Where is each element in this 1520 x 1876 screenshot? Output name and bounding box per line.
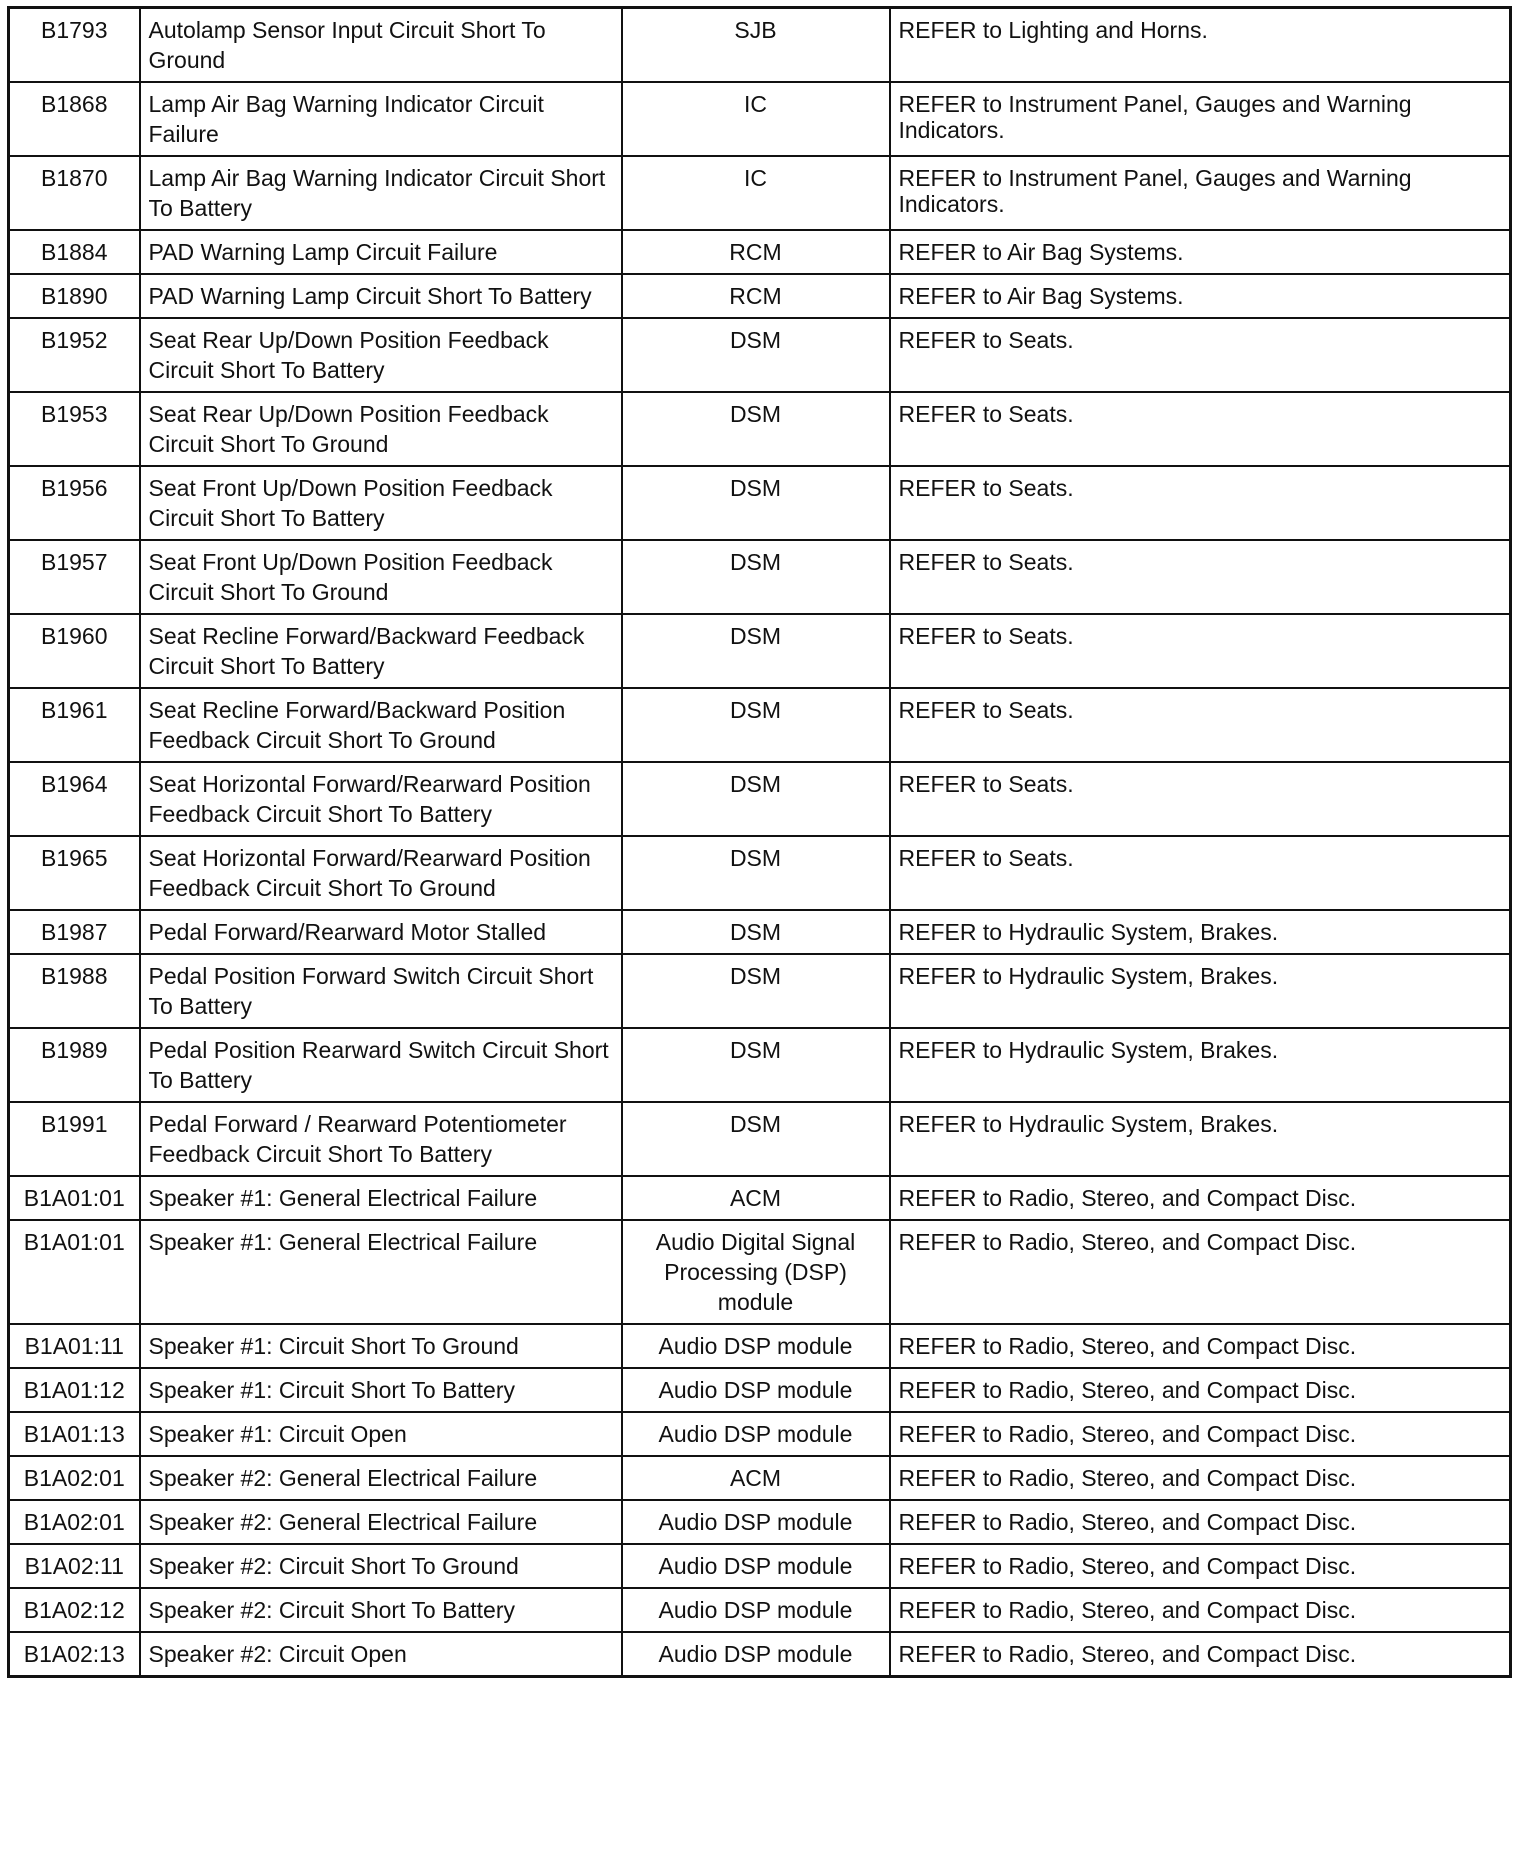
dtc-code: B1965 — [9, 836, 140, 910]
dtc-code: B1991 — [9, 1102, 140, 1176]
dtc-action-text: REFER to Hydraulic System, Brakes. — [898, 963, 1279, 989]
dtc-code: B1870 — [9, 156, 140, 230]
dtc-code: B1884 — [9, 230, 140, 274]
dtc-module: ACM — [622, 1456, 890, 1500]
dtc-description: Speaker #2: Circuit Open — [140, 1632, 622, 1677]
dtc-action — [890, 910, 1511, 954]
dtc-action-text: REFER to Radio, Stereo, and Compact Disc. — [898, 1333, 1357, 1359]
dtc-description: PAD Warning Lamp Circuit Failure — [140, 230, 622, 274]
table-row — [9, 1102, 1511, 1176]
dtc-description: Seat Front Up/Down Position Feedback Circuit Short To Ground — [140, 540, 622, 614]
dtc-description: Pedal Forward/Rearward Motor Stalled — [140, 910, 622, 954]
table-row — [9, 156, 1511, 230]
dtc-action-text: REFER to Hydraulic System, Brakes. — [898, 1111, 1279, 1137]
dtc-action-text: REFER to Radio, Stereo, and Compact Disc. — [898, 1597, 1357, 1623]
dtc-action — [890, 954, 1511, 1028]
dtc-action — [890, 1632, 1511, 1677]
table-row — [9, 836, 1511, 910]
dtc-action-text: REFER to Radio, Stereo, and Compact Disc. — [898, 1509, 1357, 1535]
dtc-action-text: REFER to Seats. — [898, 401, 1074, 427]
dtc-description: Lamp Air Bag Warning Indicator Circuit Failure — [140, 82, 622, 156]
dtc-code: B1A01:12 — [9, 1368, 140, 1412]
dtc-description: Speaker #2: Circuit Short To Battery — [140, 1588, 622, 1632]
dtc-action-text: REFER to Seats. — [898, 697, 1074, 723]
dtc-module: Audio DSP module — [622, 1544, 890, 1588]
dtc-action — [890, 836, 1511, 910]
dtc-code: B1868 — [9, 82, 140, 156]
table-row — [9, 1632, 1511, 1677]
dtc-code: B1961 — [9, 688, 140, 762]
dtc-code: B1952 — [9, 318, 140, 392]
dtc-action — [890, 1028, 1511, 1102]
dtc-description: Speaker #1: General Electrical Failure — [140, 1176, 622, 1220]
dtc-action-text: REFER to Seats. — [898, 771, 1074, 797]
dtc-description: Speaker #2: General Electrical Failure — [140, 1500, 622, 1544]
dtc-code: B1A02:01 — [9, 1456, 140, 1500]
dtc-action — [890, 230, 1511, 274]
dtc-action — [890, 1324, 1511, 1368]
dtc-code: B1A01:01 — [9, 1220, 140, 1324]
dtc-action — [890, 82, 1511, 156]
dtc-action-text: REFER to Radio, Stereo, and Compact Disc. — [898, 1377, 1357, 1403]
dtc-code: B1956 — [9, 466, 140, 540]
dtc-description: Pedal Position Forward Switch Circuit Short To Battery — [140, 954, 622, 1028]
dtc-description: Autolamp Sensor Input Circuit Short To Ground — [140, 8, 622, 83]
dtc-description: Speaker #1: Circuit Open — [140, 1412, 622, 1456]
dtc-action-text: REFER to Radio, Stereo, and Compact Disc. — [898, 1553, 1357, 1579]
table-row — [9, 1220, 1511, 1324]
dtc-module: DSM — [622, 1102, 890, 1176]
table-row — [9, 688, 1511, 762]
dtc-code: B1A01:01 — [9, 1176, 140, 1220]
dtc-module: Audio DSP module — [622, 1500, 890, 1544]
dtc-module: Audio DSP module — [622, 1632, 890, 1677]
dtc-table — [7, 6, 1512, 1678]
dtc-module: ACM — [622, 1176, 890, 1220]
table-row — [9, 1456, 1511, 1500]
dtc-code: B1957 — [9, 540, 140, 614]
dtc-module: RCM — [622, 274, 890, 318]
table-row — [9, 614, 1511, 688]
dtc-module: DSM — [622, 762, 890, 836]
dtc-action — [890, 466, 1511, 540]
dtc-code: B1A01:11 — [9, 1324, 140, 1368]
dtc-action — [890, 1500, 1511, 1544]
table-row — [9, 1368, 1511, 1412]
dtc-action — [890, 1176, 1511, 1220]
dtc-module: DSM — [622, 836, 890, 910]
dtc-document — [7, 6, 1509, 1678]
dtc-description: Speaker #2: Circuit Short To Ground — [140, 1544, 622, 1588]
dtc-module: DSM — [622, 466, 890, 540]
dtc-module: SJB — [622, 8, 890, 83]
dtc-module: Audio Digital Signal Processing (DSP) module — [622, 1220, 890, 1324]
dtc-module: Audio DSP module — [622, 1412, 890, 1456]
table-row — [9, 274, 1511, 318]
dtc-action-text: REFER to Lighting and Horns. — [898, 17, 1208, 43]
dtc-description: Speaker #1: General Electrical Failure — [140, 1220, 622, 1324]
table-row — [9, 762, 1511, 836]
table-row — [9, 1544, 1511, 1588]
dtc-action-text: REFER to Hydraulic System, Brakes. — [898, 1037, 1279, 1063]
dtc-description: Seat Recline Forward/Backward Position Feedback Circuit Short To Ground — [140, 688, 622, 762]
dtc-module: IC — [622, 156, 890, 230]
dtc-module: DSM — [622, 392, 890, 466]
dtc-description: Seat Front Up/Down Position Feedback Circuit Short To Battery — [140, 466, 622, 540]
dtc-module: Audio DSP module — [622, 1324, 890, 1368]
dtc-module: DSM — [622, 614, 890, 688]
table-row — [9, 466, 1511, 540]
dtc-code: B1960 — [9, 614, 140, 688]
dtc-action — [890, 156, 1511, 230]
dtc-description: Seat Rear Up/Down Position Feedback Circuit Short To Ground — [140, 392, 622, 466]
dtc-description: Pedal Position Rearward Switch Circuit Short To Battery — [140, 1028, 622, 1102]
table-row — [9, 1324, 1511, 1368]
dtc-description: Speaker #2: General Electrical Failure — [140, 1456, 622, 1500]
dtc-action — [890, 762, 1511, 836]
table-row — [9, 540, 1511, 614]
dtc-module: Audio DSP module — [622, 1588, 890, 1632]
dtc-action-text: REFER to Seats. — [898, 845, 1074, 871]
dtc-code: B1988 — [9, 954, 140, 1028]
dtc-action-text: REFER to Seats. — [898, 623, 1074, 649]
dtc-module: DSM — [622, 688, 890, 762]
dtc-code: B1953 — [9, 392, 140, 466]
dtc-action-text: REFER to Seats. — [898, 549, 1074, 575]
dtc-description: Seat Rear Up/Down Position Feedback Circuit Short To Battery — [140, 318, 622, 392]
dtc-code: B1A02:11 — [9, 1544, 140, 1588]
dtc-action-text: REFER to Seats. — [898, 327, 1074, 353]
dtc-action — [890, 318, 1511, 392]
dtc-code: B1A02:13 — [9, 1632, 140, 1677]
dtc-action — [890, 688, 1511, 762]
dtc-description: Speaker #1: Circuit Short To Ground — [140, 1324, 622, 1368]
dtc-action-text: REFER to Radio, Stereo, and Compact Disc. — [898, 1185, 1357, 1211]
dtc-code: B1989 — [9, 1028, 140, 1102]
dtc-action — [890, 1220, 1511, 1324]
dtc-action-text: REFER to Radio, Stereo, and Compact Disc. — [898, 1229, 1357, 1255]
dtc-action-text: REFER to Hydraulic System, Brakes. — [898, 919, 1279, 945]
dtc-module: Audio DSP module — [622, 1368, 890, 1412]
dtc-description: PAD Warning Lamp Circuit Short To Battery — [140, 274, 622, 318]
dtc-description: Seat Horizontal Forward/Rearward Position Feedback Circuit Short To Battery — [140, 762, 622, 836]
table-row — [9, 82, 1511, 156]
table-row — [9, 1500, 1511, 1544]
table-row — [9, 1028, 1511, 1102]
dtc-code: B1793 — [9, 8, 140, 83]
dtc-action — [890, 274, 1511, 318]
dtc-action — [890, 1102, 1511, 1176]
dtc-description: Seat Horizontal Forward/Rearward Position Feedback Circuit Short To Ground — [140, 836, 622, 910]
dtc-action — [890, 1588, 1511, 1632]
dtc-action-text: REFER to Air Bag Systems. — [898, 239, 1184, 265]
dtc-module: DSM — [622, 540, 890, 614]
dtc-code: B1964 — [9, 762, 140, 836]
dtc-table-body — [9, 8, 1511, 1677]
table-row — [9, 8, 1511, 83]
dtc-action-text: REFER to Radio, Stereo, and Compact Disc. — [898, 1421, 1357, 1447]
dtc-description: Speaker #1: Circuit Short To Battery — [140, 1368, 622, 1412]
dtc-action-text: REFER to Instrument Panel, Gauges and Warning Indicators. — [898, 91, 1412, 143]
table-row — [9, 392, 1511, 466]
table-row — [9, 910, 1511, 954]
dtc-code: B1890 — [9, 274, 140, 318]
dtc-code: B1A01:13 — [9, 1412, 140, 1456]
dtc-module: RCM — [622, 230, 890, 274]
dtc-action — [890, 540, 1511, 614]
dtc-action — [890, 614, 1511, 688]
dtc-action — [890, 1412, 1511, 1456]
dtc-action-text: REFER to Air Bag Systems. — [898, 283, 1184, 309]
dtc-action — [890, 8, 1511, 83]
dtc-code: B1A02:01 — [9, 1500, 140, 1544]
dtc-action — [890, 392, 1511, 466]
dtc-action — [890, 1544, 1511, 1588]
dtc-module: DSM — [622, 954, 890, 1028]
dtc-module: DSM — [622, 1028, 890, 1102]
table-row — [9, 1176, 1511, 1220]
dtc-code: B1A02:12 — [9, 1588, 140, 1632]
table-row — [9, 318, 1511, 392]
table-row — [9, 954, 1511, 1028]
dtc-description: Seat Recline Forward/Backward Feedback Circuit Short To Battery — [140, 614, 622, 688]
dtc-description: Lamp Air Bag Warning Indicator Circuit Short To Battery — [140, 156, 622, 230]
dtc-description: Pedal Forward / Rearward Potentiometer Feedback Circuit Short To Battery — [140, 1102, 622, 1176]
dtc-action — [890, 1456, 1511, 1500]
table-row — [9, 1588, 1511, 1632]
table-row — [9, 230, 1511, 274]
dtc-action-text: REFER to Seats. — [898, 475, 1074, 501]
dtc-action-text: REFER to Radio, Stereo, and Compact Disc. — [898, 1641, 1357, 1667]
dtc-action — [890, 1368, 1511, 1412]
dtc-module: DSM — [622, 910, 890, 954]
dtc-module: DSM — [622, 318, 890, 392]
dtc-action-text: REFER to Radio, Stereo, and Compact Disc. — [898, 1465, 1357, 1491]
table-row — [9, 1412, 1511, 1456]
dtc-code: B1987 — [9, 910, 140, 954]
dtc-action-text: REFER to Instrument Panel, Gauges and Warning Indicators. — [898, 165, 1412, 217]
dtc-module: IC — [622, 82, 890, 156]
